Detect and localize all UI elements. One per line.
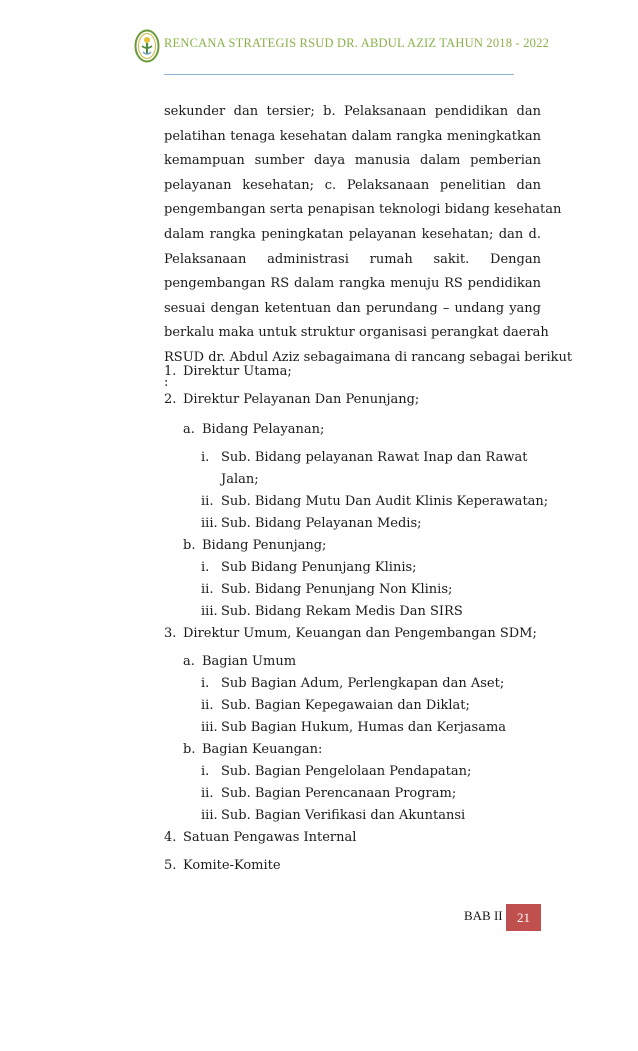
paragraph-line: pengembangan RS dalam rangka menuju RS pendidikan (164, 276, 541, 292)
list-item-marker: i. (201, 676, 210, 691)
list-item-text: Sub Bidang Penunjang Klinis; (221, 560, 417, 575)
list-item-text: Bagian Keuangan: (202, 742, 323, 757)
paragraph-line: pengembangan serta penapisan teknologi bidang kesehatan (164, 202, 562, 218)
chapter-label: BAB II (464, 908, 503, 923)
list-item-text: Bagian Umum (202, 654, 297, 669)
paragraph-line: Pelaksanaan administrasi rumah sakit. Dengan (164, 251, 541, 267)
paragraph-line: pelatihan tenaga kesehatan dalam rangka meningkatkan (164, 128, 541, 144)
list-item-text: Sub. Bidang pelayanan Rawat Inap dan Rawat (221, 450, 528, 465)
list-item-text: Sub. Bidang Mutu Dan Audit Klinis Keperawatan; (221, 494, 549, 509)
list-item-text: Jalan; (221, 472, 259, 487)
list-item-text: Sub Bagian Hukum, Humas dan Kerjasama (221, 720, 507, 735)
list-item-marker: 1. (164, 364, 177, 379)
list-item-text: Sub. Bagian Verifikasi dan Akuntansi (221, 808, 466, 823)
paragraph-line: pelayanan kesehatan; c. Pelaksanaan penelitian dan (164, 177, 541, 193)
list-item-marker: b. (183, 742, 196, 757)
body-paragraph (164, 100, 573, 395)
paragraph-line: RSUD dr. Abdul Aziz sebagaimana di rancang sebagai berikut (164, 349, 573, 365)
list-item-marker: 3. (164, 626, 177, 641)
list-item-text: Direktur Utama; (183, 364, 292, 379)
list-item-marker: b. (183, 538, 196, 553)
paragraph-line: sesuai dengan ketentuan dan perundang – undang yang (164, 300, 541, 316)
list-item-text: Sub. Bidang Rekam Medis Dan SIRS (221, 604, 463, 619)
list-item-marker: 5. (164, 858, 177, 873)
page-number: 21 (506, 904, 541, 931)
list-item-text: Satuan Pengawas Internal (183, 830, 357, 845)
list-item-marker: a. (183, 654, 195, 669)
list-item-marker: ii. (201, 786, 214, 801)
list-item-text: Sub. Bagian Perencanaan Program; (221, 786, 457, 801)
header-title: RENCANA STRATEGIS RSUD DR. ABDUL AZIZ TAHUN 2018 - 2022 (164, 36, 550, 50)
list-item-text: Sub. Bagian Kepegawaian dan Diklat; (221, 698, 470, 713)
paragraph-line: sekunder dan tersier; b. Pelaksanaan pendidikan dan (164, 104, 541, 119)
list-item-marker: i. (201, 450, 210, 465)
list-item-text: Direktur Umum, Keuangan dan Pengembangan SDM; (183, 626, 537, 641)
list-item-text: Direktur Pelayanan Dan Penunjang; (183, 392, 420, 407)
list-item-text: Komite-Komite (183, 858, 281, 873)
list-item-marker: i. (201, 560, 210, 575)
paragraph-line: : (164, 374, 169, 390)
list-item-marker: iii. (201, 720, 218, 735)
paragraph-line: kemampuan sumber daya manusia dalam pemberian (164, 153, 541, 169)
page-header (134, 29, 550, 63)
list-item-marker: ii. (201, 698, 214, 713)
list-item-marker: ii. (201, 494, 214, 509)
paragraph-line: dalam rangka peningkatan pelayanan kesehatan; dan d. (164, 226, 541, 242)
list-item-marker: iii. (201, 604, 218, 619)
list-item-marker: i. (201, 764, 210, 779)
list-item-marker: iii. (201, 808, 218, 823)
list-item-text: Sub Bagian Adum, Perlengkapan dan Aset; (221, 676, 505, 691)
paragraph-line: berkalu maka untuk struktur organisasi perangkat daerah (164, 325, 549, 341)
list-item-marker: iii. (201, 516, 218, 531)
hospital-emblem-icon (134, 29, 160, 63)
list-item-text: Sub. Bidang Pelayanan Medis; (221, 516, 422, 531)
list-item-marker: 4. (164, 830, 177, 845)
list-item-marker: a. (183, 422, 195, 437)
list-item-text: Sub. Bagian Pengelolaan Pendapatan; (221, 764, 472, 779)
header-divider (164, 74, 514, 75)
list-item-text: Bidang Penunjang; (202, 538, 327, 553)
list-item-text: Bidang Pelayanan; (202, 422, 325, 437)
list-item-marker: 2. (164, 392, 177, 407)
list-item-marker: ii. (201, 582, 214, 597)
list-item-text: Sub. Bidang Penunjang Non Klinis; (221, 582, 453, 597)
